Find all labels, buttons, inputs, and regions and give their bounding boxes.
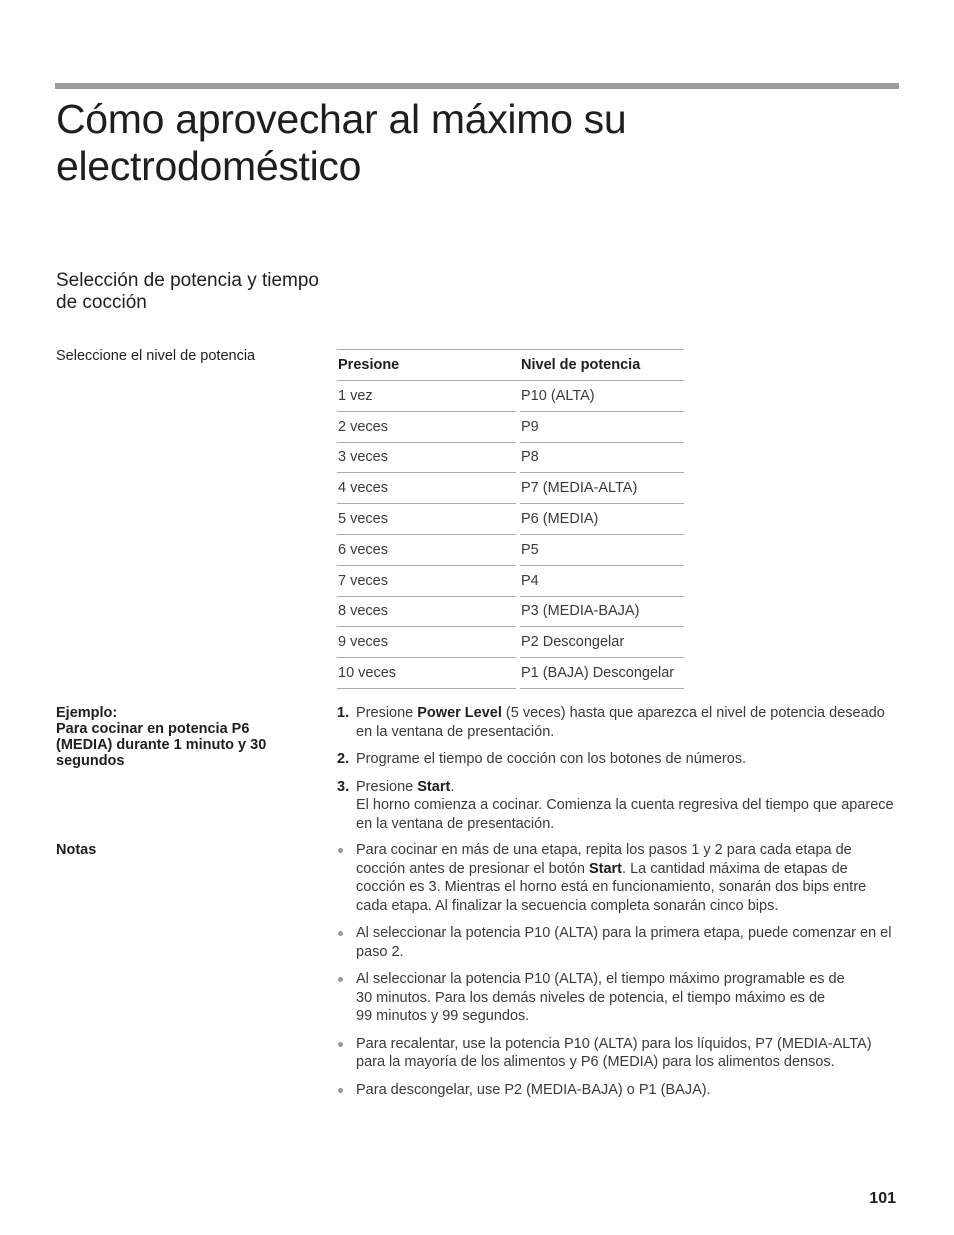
table-row <box>337 504 684 535</box>
power-level-cell: P4 <box>520 565 684 596</box>
table-row <box>337 381 684 412</box>
power-level-cell: P5 <box>520 534 684 565</box>
power-level-cell: P2 Descongelar <box>520 627 684 658</box>
example-label <box>56 705 306 769</box>
press-count-cell: 8 veces <box>337 596 516 627</box>
text-run: . La cantidad máxima de etapas de cocción es 3. Mientras el horno está en funcionamiento, sonarán dos bips entre cada etapa. Al finalizar la secuencia completa sonarán cinco bips. <box>356 860 867 914</box>
page-number: 101 <box>869 1190 896 1207</box>
power-level-label: Seleccione el nivel de potencia <box>56 348 256 364</box>
text-run: Para descongelar, use P2 (MEDIA-BAJA) o P1 (BAJA). <box>356 1081 711 1098</box>
page-title: Cómo aprovechar al máximo su electrodoméstico <box>56 96 627 189</box>
table-row <box>337 565 684 596</box>
table-row <box>337 596 684 627</box>
step-item <box>337 778 897 834</box>
step-number: 1. <box>337 705 350 721</box>
bullet-icon <box>338 931 343 936</box>
press-count-cell: 9 veces <box>337 627 516 658</box>
example-description: Para cocinar en potencia P6 (MEDIA) durante 1 minuto y 30 segundos <box>56 721 267 769</box>
text-run: Al seleccionar la potencia P10 (ALTA) para la primera etapa, puede comenzar en el paso 2. <box>356 925 892 960</box>
power-level-cell: P7 (MEDIA-ALTA) <box>520 473 684 504</box>
step-number: 2. <box>337 751 350 767</box>
button-name: Start <box>588 860 623 877</box>
table-row <box>337 442 684 473</box>
text-run: . El horno comienza a cocinar. Comienza la cuenta regresiva del tiempo que aparece en la ventana de presentación. <box>356 778 894 832</box>
text-run: (5 veces) hasta que aparezca el nivel de potencia deseado en la ventana de presentación. <box>356 705 885 740</box>
column-header-press: Presione <box>337 350 516 381</box>
text-run: Presione <box>356 778 418 795</box>
step-item <box>337 750 897 769</box>
press-count-cell: 6 veces <box>337 534 516 565</box>
power-level-cell: P6 (MEDIA) <box>520 504 684 535</box>
text-run: Presione <box>356 705 418 721</box>
press-count-cell: 5 veces <box>337 504 516 535</box>
steps-list <box>337 704 897 842</box>
column-header-power-level: Nivel de potencia <box>520 350 684 381</box>
note-item <box>337 1035 899 1072</box>
power-level-cell: P10 (ALTA) <box>520 381 684 412</box>
button-name: Start <box>417 778 451 795</box>
table-row <box>337 411 684 442</box>
notes-list <box>337 841 899 1108</box>
table-row <box>337 473 684 504</box>
note-item <box>337 924 899 961</box>
header-rule <box>55 83 899 89</box>
table-row <box>337 627 684 658</box>
button-name: Power Level <box>417 705 502 721</box>
note-item <box>337 970 899 1026</box>
text-run: Para cocinar en más de una etapa, repita los pasos 1 y 2 para cada etapa de cocción antes de presionar el botón <box>356 842 852 877</box>
table-row <box>337 534 684 565</box>
bullet-icon <box>338 1042 343 1047</box>
table-row <box>337 658 684 689</box>
press-count-cell: 7 veces <box>337 565 516 596</box>
power-level-cell: P9 <box>520 411 684 442</box>
press-count-cell: 1 vez <box>337 381 516 412</box>
example-heading: Ejemplo: <box>56 705 118 721</box>
notes-label: Notas <box>56 842 97 858</box>
bullet-icon <box>338 848 343 853</box>
press-count-cell: 2 veces <box>337 411 516 442</box>
bullet-icon <box>338 977 343 982</box>
power-level-cell: P3 (MEDIA-BAJA) <box>520 596 684 627</box>
press-count-cell: 4 veces <box>337 473 516 504</box>
press-count-cell: 10 veces <box>337 658 516 689</box>
text-run: Programe el tiempo de cocción con los botones de números. <box>356 751 747 767</box>
text-run: Para recalentar, use la potencia P10 (ALTA) para los líquidos, P7 (MEDIA-ALTA) para la mayoría de los alimentos y P6 (MEDIA) para los alimentos densos. <box>356 1035 872 1070</box>
step-item <box>337 704 897 741</box>
power-level-table <box>337 349 684 689</box>
bullet-icon <box>338 1088 343 1093</box>
power-level-cell: P8 <box>520 442 684 473</box>
press-count-cell: 3 veces <box>337 442 516 473</box>
section-title: Selección de potencia y tiempo de cocción <box>56 270 319 313</box>
power-level-cell: P1 (BAJA) Descongelar <box>520 658 684 689</box>
note-item <box>337 841 899 915</box>
step-number: 3. <box>337 778 350 795</box>
note-item <box>337 1081 899 1100</box>
text-run: Al seleccionar la potencia P10 (ALTA), el tiempo máximo programable es de 30 minutos. Para los demás niveles de potencia, el tiempo máximo es de 99 minutos y 99 segundos. <box>356 971 845 1024</box>
table-body <box>337 381 684 689</box>
table-header-row <box>337 350 684 381</box>
